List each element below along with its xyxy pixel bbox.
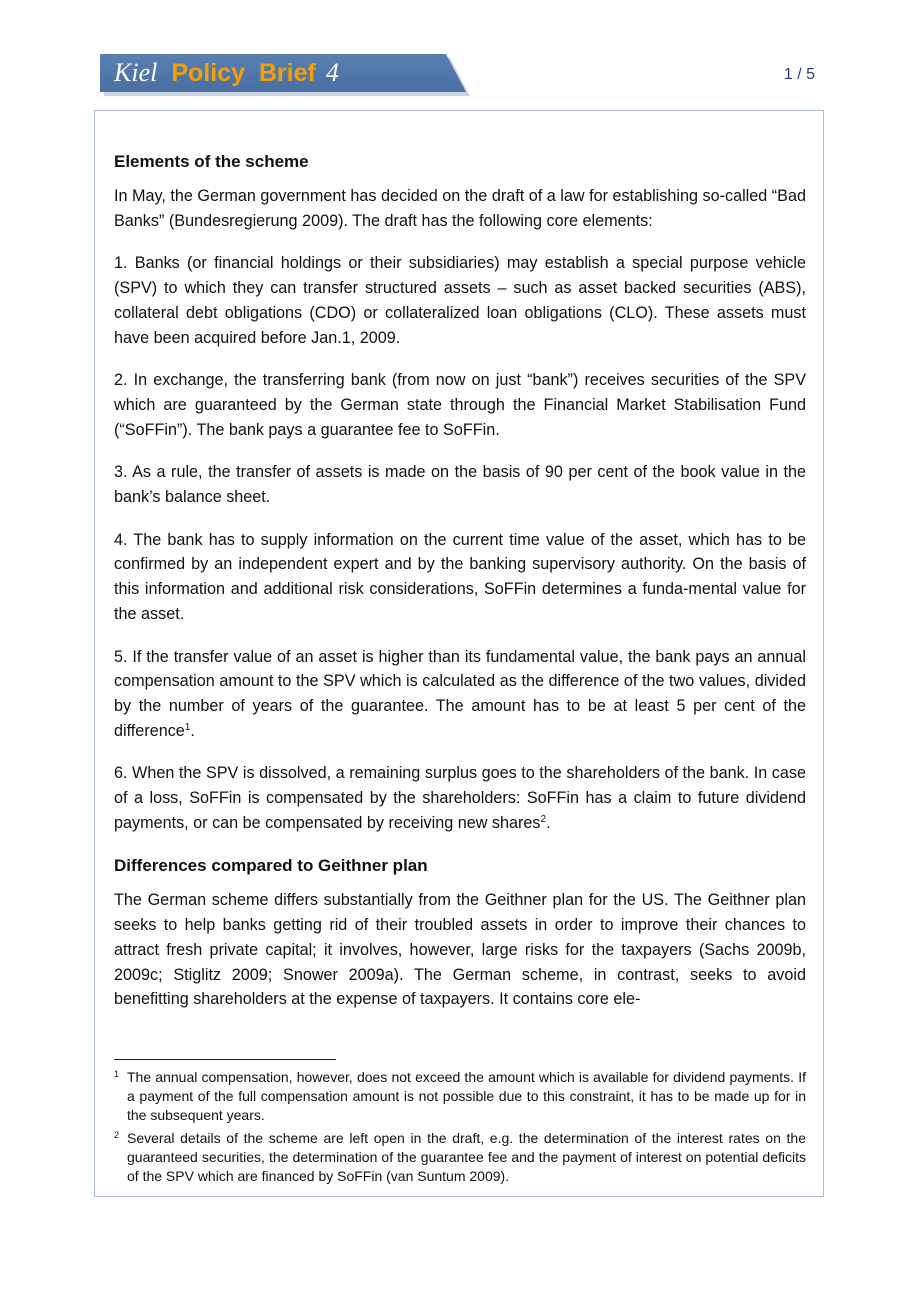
main-content xyxy=(114,150,806,1012)
footnotes xyxy=(114,1068,806,1190)
section-heading-elements: Elements of the scheme xyxy=(114,152,309,171)
series-number: 4 xyxy=(325,58,339,87)
footnote-2 xyxy=(114,1129,806,1186)
paragraph-differences: The German scheme differs substantially from the Geithner plan for the US. The Geithner plan seeks to help banks getting rid of their troubled assets in order to improve their chances to attract fresh private capital; it involves, however, large risks for the taxpayers (Sachs 2009b, 2009c; Stiglitz 2009; Snower 2009a). The German scheme, in contrast, seeks to avoid benefitting shareholders at the expense of taxpayers. It contains core ele- xyxy=(114,891,806,1009)
series-policy-brief: Policy Brief xyxy=(171,58,316,87)
footnote-text: The annual compensation, however, does not exceed the amount which is available for dividend payments. If a payment of the full compensation amount is not possible due to this constraint, it has to be made up for in the subsequent years. xyxy=(127,1069,806,1123)
footnote-ref-1[interactable]: 1 xyxy=(184,721,191,733)
paragraph-item-3: 3. As a rule, the transfer of assets is made on the basis of 90 per cent of the book value in the bank’s balance sheet. xyxy=(114,463,806,507)
paragraph-item-1: 1. Banks (or financial holdings or their subsidiaries) may establish a special purpose vehicle (SPV) to which they can transfer structured assets – such as asset backed securities (ABS), collateral debt obligations (CDO) or collateralized loan obligations (CLO). These assets must have been acquired before Jan.1, 2009. xyxy=(114,254,806,347)
paragraph-item-6 xyxy=(114,761,806,835)
footnote-mark: 1 xyxy=(114,1069,120,1079)
series-title xyxy=(114,56,339,90)
footnote-text: Several details of the scheme are left open in the draft, e.g. the determination of the interest rates on the guaranteed securities, the determination of the guarantee fee and the payment of interest on potential deficits of the SPV which are financed by SoFFin (van Suntum 2009). xyxy=(127,1130,806,1184)
section-heading-differences: Differences compared to Geithner plan xyxy=(114,856,428,876)
page-number: 1 / 5 xyxy=(783,66,815,83)
footnote-mark: 2 xyxy=(114,1130,120,1140)
footnote-ref-2[interactable]: 2 xyxy=(540,813,547,825)
item-6-text: 6. When the SPV is dissolved, a remaining surplus goes to the shareholders of the bank. In case of a loss, SoFFin is compensated by the shareholders: SoFFin has a claim to future dividend payments, or can be compensated by receiving new shares xyxy=(114,764,806,832)
item-6-end: . xyxy=(546,813,551,832)
paragraph-item-2: 2. In exchange, the transferring bank (from now on just “bank”) receives securities of the SPV which are guaranteed by the German state through the Financial Market Stabilisation Fund (“SoFFin”). The bank pays a guarantee fee to SoFFin. xyxy=(114,371,806,439)
paragraph-intro: In May, the German government has decided on the draft of a law for establishing so-called “Bad Banks” (Bundesregierung 2009). The draft has the following core elements: xyxy=(114,187,806,230)
footnote-divider xyxy=(114,1059,336,1060)
item-5-text: 5. If the transfer value of an asset is higher than its fundamental value, the bank pays an annual compensation amount to the SPV which is calculated as the difference of the two values, divided by the number of years of the guarantee. The amount has to be at least 5 per cent of the difference xyxy=(114,647,806,740)
paragraph-item-5 xyxy=(114,645,806,744)
paragraph-item-4: 4. The bank has to supply information on the current time value of the asset, which has to be confirmed by an independent expert and by the banking supervisory authority. On the basis of this information and additional risk considerations, SoFFin determines a funda-mental value for the asset. xyxy=(114,530,806,623)
series-kiel: Kiel xyxy=(114,58,158,87)
item-5-end: . xyxy=(190,721,195,740)
footnote-1 xyxy=(114,1068,806,1125)
